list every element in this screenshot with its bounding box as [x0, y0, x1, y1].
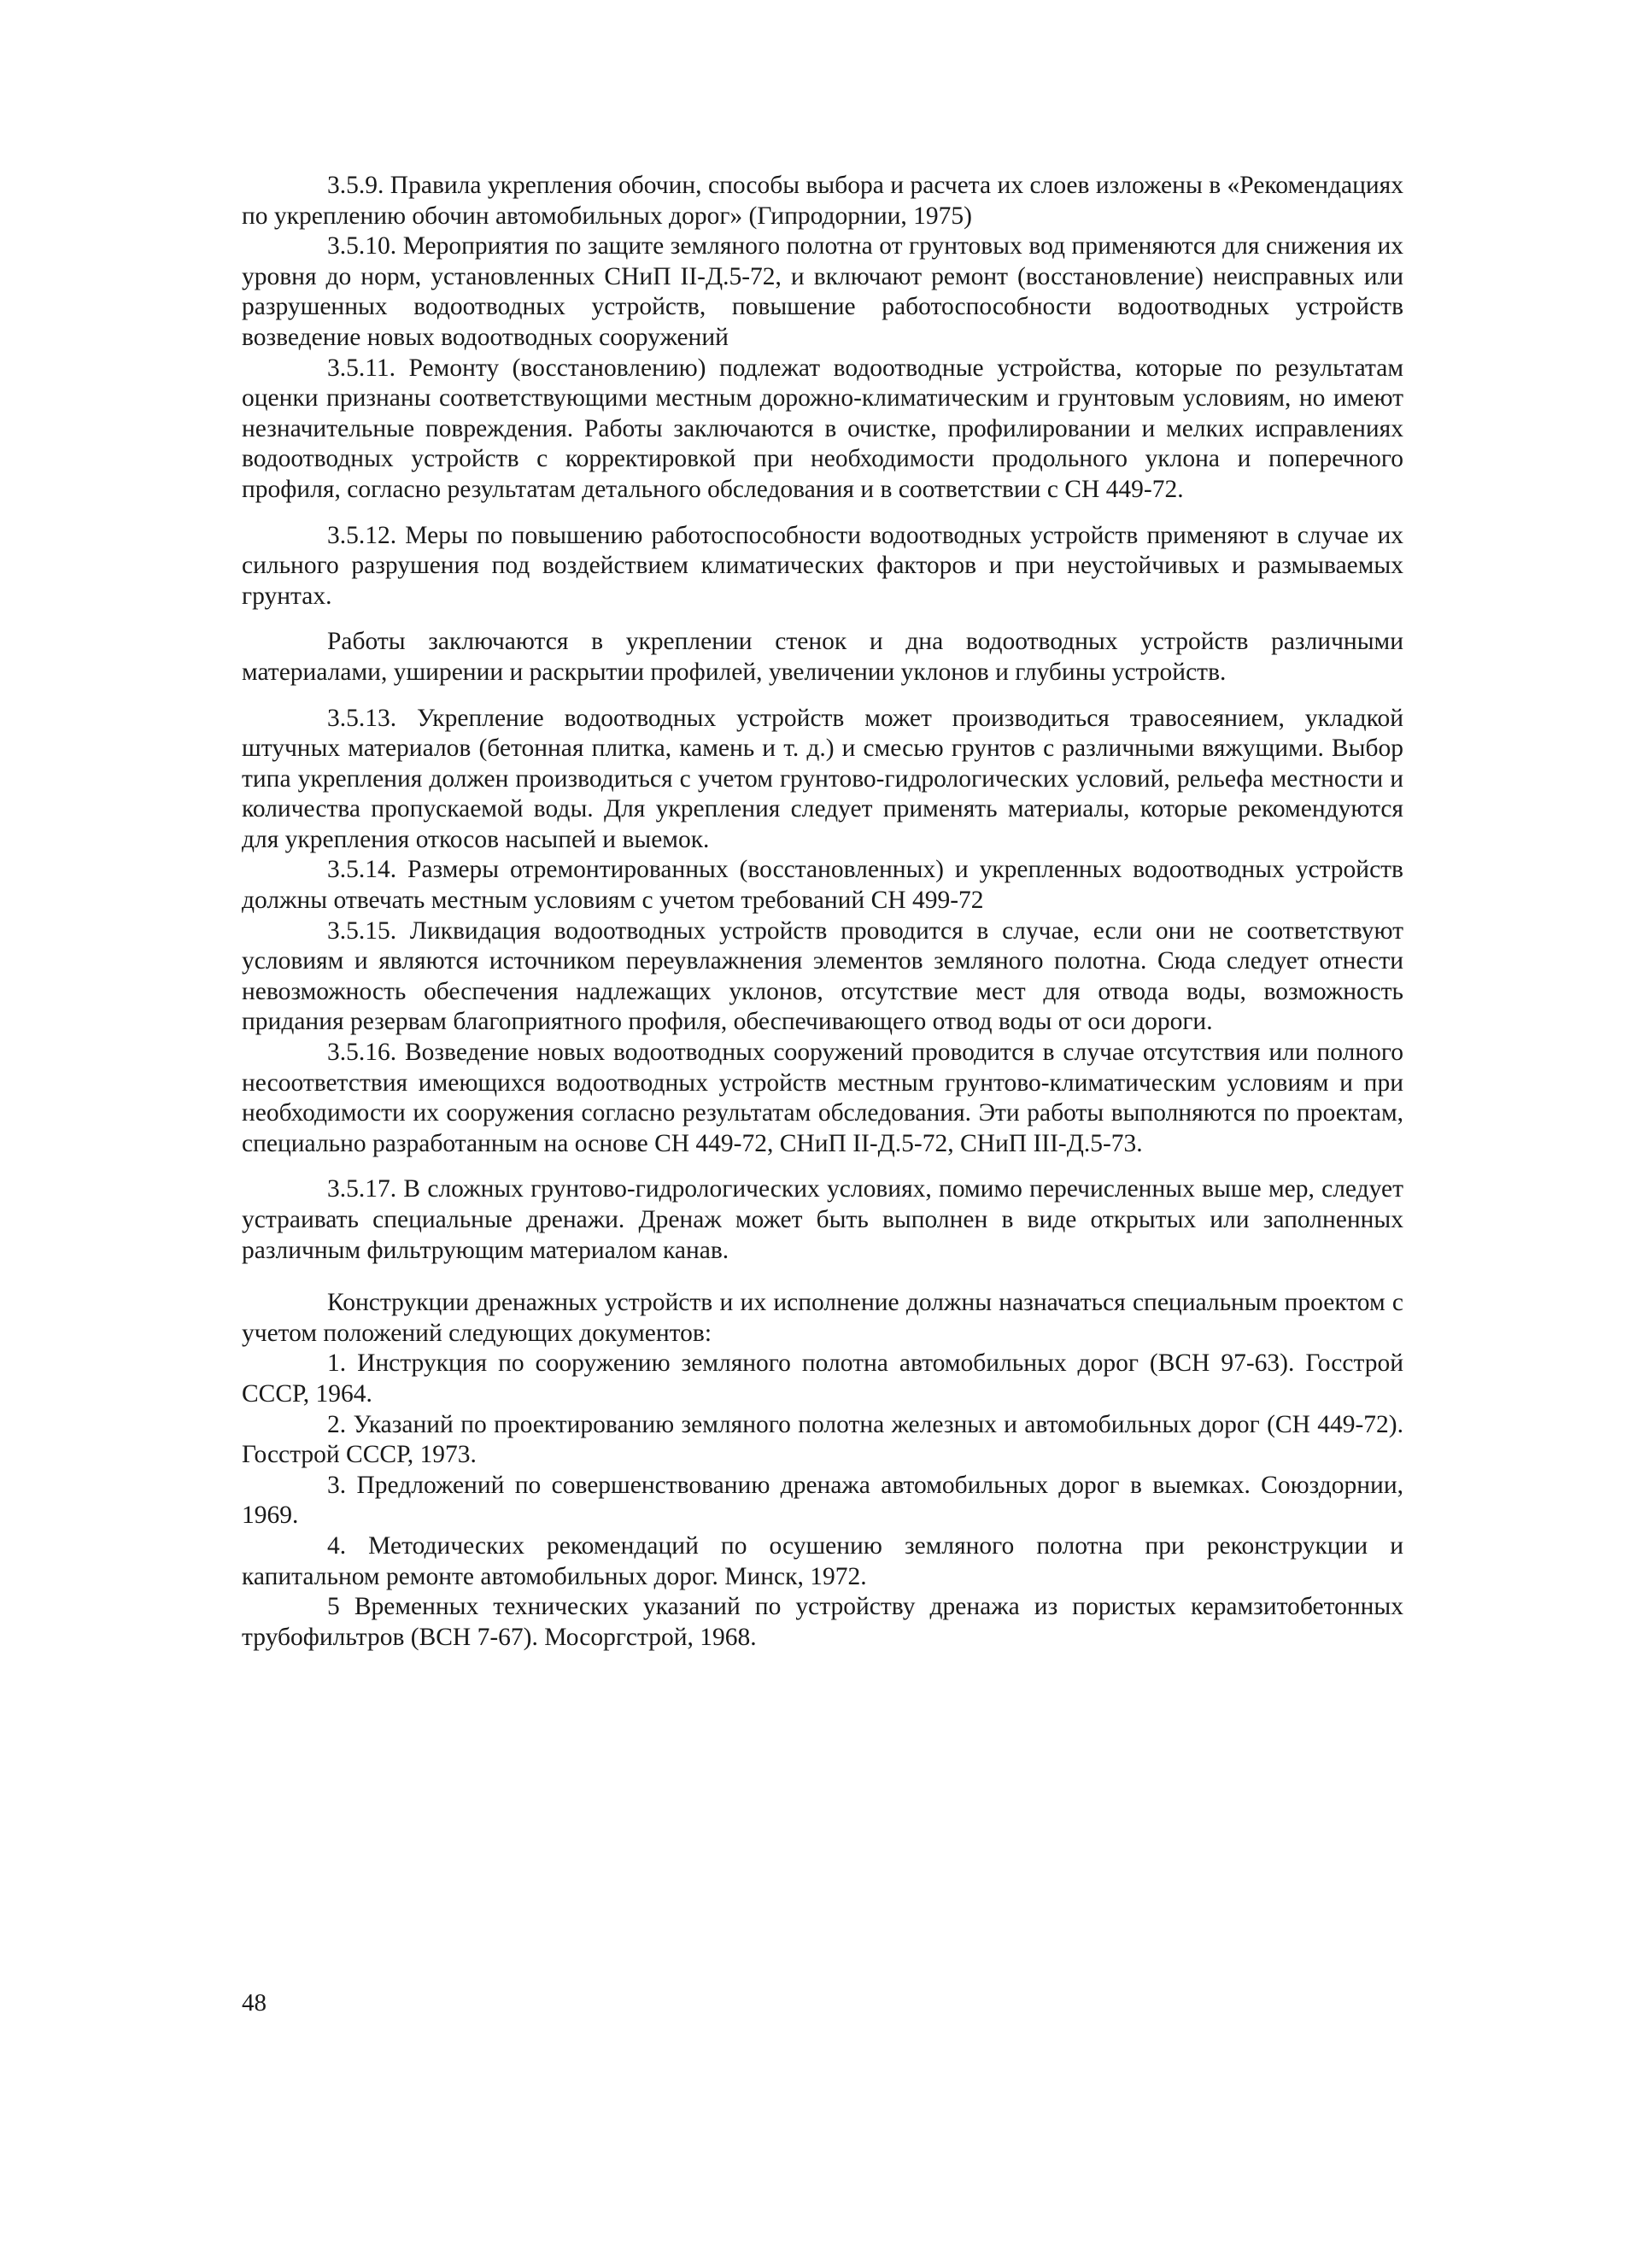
body-text [242, 171, 1403, 1653]
paragraph-3-5-11: 3.5.11. Ремонту (восстановлению) подлежат водоотводные устройства, которые по результатам оценки признаны соответствующими местным дорожно-климатическим и грунтовым условиям, но имеют незначительные повреждения. Работы заключаются в очистке, профилировании и мелких исправлениях водоотводных устройств с корректировкой при необходимости продольного уклона и поперечного профиля, согласно результатам детального обследования и в соответствии с СН 449-72. [242, 354, 1403, 503]
paragraph-drainage-design: Конструкции дренажных устройств и их исполнение должны назначаться специальным проектом с учетом положений следующих документов: [242, 1289, 1403, 1347]
paragraph-3-5-13: 3.5.13. Укрепление водоотводных устройств может производиться травосеянием, укладкой штучных материалов (бетонная плитка, камень и т. д.) и смесью грунтов с различными вяжущими. Выбор типа укрепления должен производиться с учетом грунтово-гидрологических условий, рельефа местности и количества пропускаемой воды. Для укрепления следует применять материалы, которые рекомендуются для укрепления откосов насыпей и выемок. [242, 704, 1403, 853]
paragraph-3-5-17: 3.5.17. В сложных грунтово-гидрологических условиях, помимо перечисленных выше мер, следует устраивать специальные дренажи. Дренаж может быть выполнен в виде открытых или заполненных различным фильтрующим материалом канав. [242, 1175, 1403, 1264]
paragraph-3-5-9: 3.5.9. Правила укрепления обочин, способы выбора и расчета их слоев изложены в «Рекомендациях по укреплению обочин автомобильных дорог» (Гипродорнии, 1975) [242, 172, 1403, 230]
paragraph-3-5-16: 3.5.16. Возведение новых водоотводных сооружений проводится в случае отсутствия или полного несоответствия имеющихся водоотводных устройств местным грунтово-климатическим условиям и при необходимости их сооружения согласно результатам обследования. Эти работы выполняются по проектам, специально разработанным на основе СН 449-72, СНиП II-Д.5-72, СНиП III-Д.5-73. [242, 1039, 1403, 1157]
paragraph-3-5-14: 3.5.14. Размеры отремонтированных (восстановленных) и укрепленных водоотводных устройств должны отвечать местным условиям с учетом требований СН 499-72 [242, 856, 1403, 915]
paragraph-3-5-12: 3.5.12. Меры по повышению работоспособности водоотводных устройств применяют в случае их сильного разрушения под воздействием климатических факторов и при неустойчивых и размываемых грунтах. [242, 521, 1403, 610]
paragraph-3-5-12-works: Работы заключаются в укреплении стенок и дна водоотводных устройств различными материалами, уширении и раскрытии профилей, увеличении уклонов и глубины устройств. [242, 628, 1403, 686]
paragraph-3-5-10: 3.5.10. Мероприятия по защите земляного полотна от грунтовых вод применяются для снижения их уровня до норм, установленных СНиП II-Д.5-72, и включают ремонт (восстановление) неисправных или разрушенных водоотводных устройств, повышение работоспособности водоотводных устройств возведение новых водоотводных сооружений [242, 232, 1403, 351]
paragraph-3-5-15: 3.5.15. Ликвидация водоотводных устройств проводится в случае, если они не соответствуют условиям и являются источником переувлажнения элементов земляного полотна. Сюда следует отнести невозможность обеспечения надлежащих уклонов, отсутствие мест для отвода воды, возможность придания резервам благоприятного профиля, обеспечивающего отвод воды от оси дороги. [242, 916, 1403, 1036]
reference-item-3: 3. Предложений по совершенствованию дренажа автомобильных дорог в выемках. Союздорнии, 1969. [242, 1471, 1403, 1530]
reference-item-4: 4. Методических рекомендаций по осушению земляного полотна при реконструкции и капитальном ремонте автомобильных дорог. Минск, 1972. [242, 1531, 1403, 1590]
reference-item-1: 1. Инструкция по сооружению земляного полотна автомобильных дорог (ВСН 97-63). Госстрой СССР, 1964. [242, 1349, 1403, 1408]
reference-item-2: 2. Указаний по проектированию земляного полотна железных и автомобильных дорог (СН 449-72). Госстрой СССР, 1973. [242, 1410, 1403, 1469]
reference-item-5: 5 Временных технических указаний по устройству дренажа из пористых керамзитобетонных трубофильтров (ВСН 7-67). Мосоргстрой, 1968. [242, 1593, 1403, 1651]
page-number: 48 [242, 1989, 267, 2017]
